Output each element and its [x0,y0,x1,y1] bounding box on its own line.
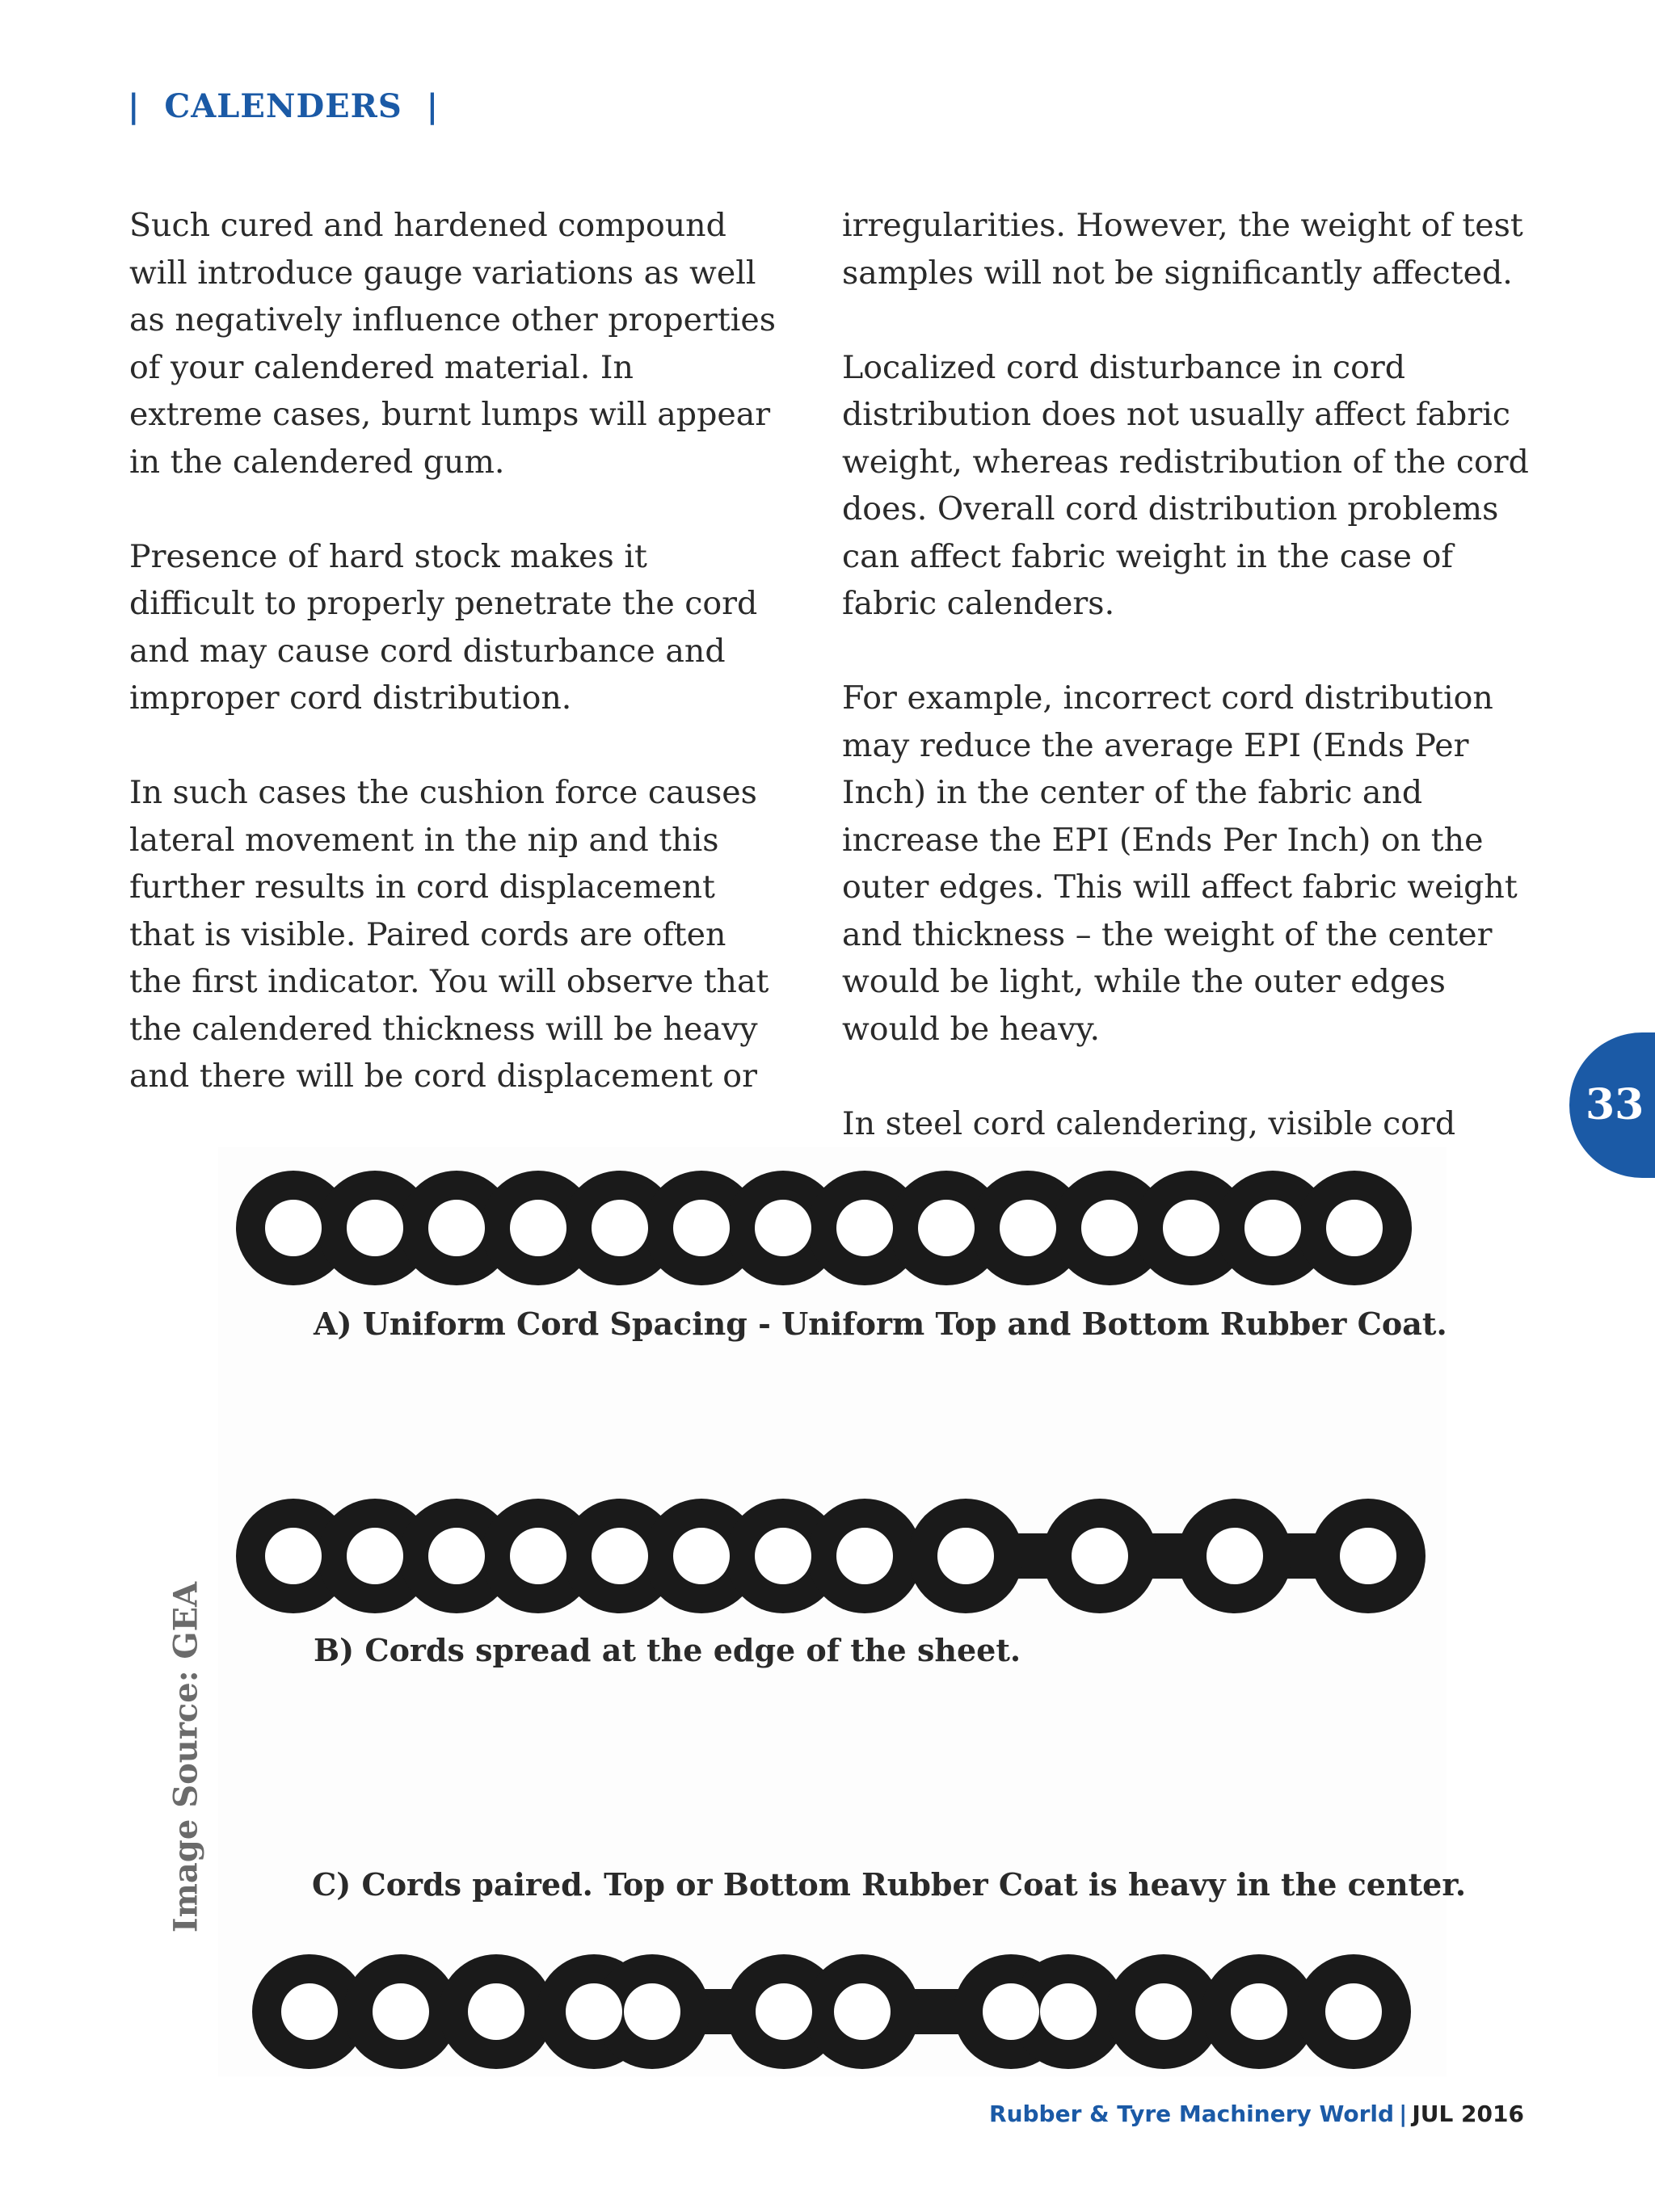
paragraph: irregularities. However, the weight of test samples will not be significantly affected. [842,207,1523,292]
caption-a: A) Uniform Cord Spacing - Uniform Top and Bottom Rubber Coat. [314,1306,1447,1342]
section-header: | CALENDERS | [128,87,440,125]
image-source-credit: Image Source: GEA [166,1581,205,1933]
caption-b: B) Cords spread at the edge of the sheet. [314,1632,1021,1668]
caption-c: C) Cords paired. Top or Bottom Rubber Coat is heavy in the center. [312,1866,1467,1903]
cord-diagram-c [242,1939,1422,2084]
cord-diagram-a [226,1155,1422,1301]
paragraph: Localized cord disturbance in cord distribution does not usually affect fabric weight, whereas redistribution of the cord does. Overall cord distribution problems can affect fabric weight in the case of fabric calenders. [842,348,1529,622]
cord-outlines [236,1171,1412,1285]
page-number: 33 [1586,1080,1644,1129]
footer [989,2101,1524,2127]
left-column [129,202,776,1147]
paragraph: In steel cord calendering, visible cord [842,1104,1456,1142]
footer-separator: | [1399,2101,1408,2127]
right-column [842,202,1537,1195]
magazine-name: Rubber & Tyre Machinery World [989,2101,1395,2127]
paragraph: Presence of hard stock makes it difficult to properly penetrate the cord and may cause cord disturbance and improper cord distribution. [129,537,758,717]
paragraph: Such cured and hardened compound will introduce gauge variations as well as negatively influence other properties of your calendered material. In extreme cases, burnt lumps will appear in the calendered gum. [129,207,777,481]
paragraph: In such cases the cushion force causes lateral movement in the nip and this further results in cord displacement that is visible. Paired cords are often the first indicator. You will observe that the calendered thickness will be heavy and there will be cord displacement or [129,774,769,1095]
cord-diagram-b [226,1483,1438,1629]
paragraph: For example, incorrect cord distribution may reduce the average EPI (Ends Per Inch) in the center of the fabric and increase the EPI (Ends Per Inch) on the outer edges. This will affect fabric weight and thickness – the weight of the center would be light, while the outer edges would be heavy. [842,679,1518,1048]
issue-date: JUL 2016 [1412,2101,1524,2127]
